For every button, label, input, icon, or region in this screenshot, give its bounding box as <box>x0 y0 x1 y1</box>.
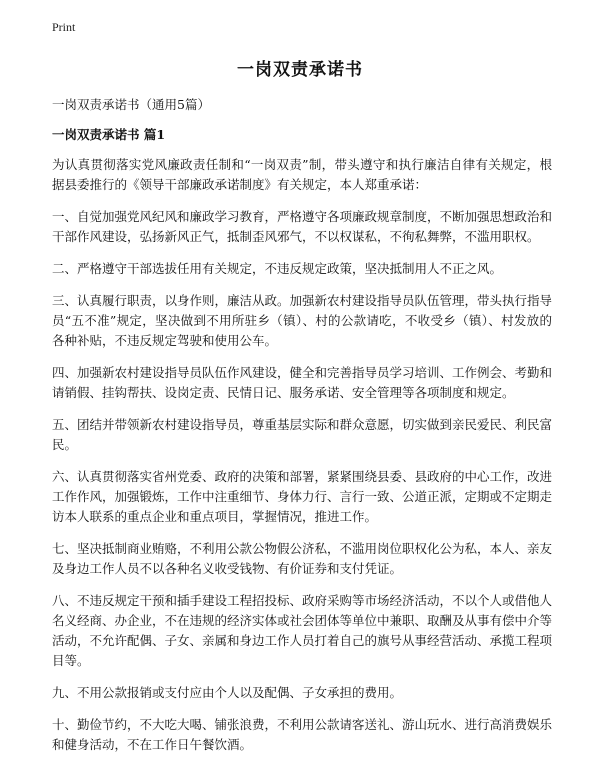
document-title: 一岗双责承诺书 <box>237 60 363 80</box>
section-heading: 一岗双责承诺书 篇1 <box>52 127 166 142</box>
paragraph-10: 十、勤俭节约，不大吃大喝、铺张浪费，不利用公款请客送礼、游山玩水、进行高消费娱乐和健身活动，不在工作日午餐饮酒。 <box>52 717 553 752</box>
paragraph-6: 六、认真贯彻落实省州党委、政府的决策和部署，紧紧围绕县委、县政府的中心工作，改进工作作风，加强锻炼，工作中注重细节、身体力行、言行一致、公道正派，定期或不定期走访本人联系的重点企业和重点项目，掌握情况，推进工作。 <box>52 469 553 524</box>
paragraph-8: 八、不违反规定干预和插手建设工程招投标、政府采购等市场经济活动，不以个人或借他人名义经商、办企业，不在违规的经济实体或社会团体等单位中兼职、取酬及从事有偿中介等活动，不允许配偶、子女、亲属和身边工作人员打着自己的旗号从事经营活动、承揽工程项目等。 <box>52 593 553 668</box>
paragraph-3: 三、认真履行职责，以身作则，廉洁从政。加强新农村建设指导员队伍管理，带头执行指导员“五不准”规定，坚决做到不用所驻乡（镇）、村的公款请吃，不收受乡（镇）、村发放的各种补贴，不违反规定驾驶和使用公车。 <box>52 293 553 348</box>
paragraph-2: 二、严格遵守干部选拔任用有关规定，不违反规定政策，坚决抵制用人不正之风。 <box>52 261 503 276</box>
paragraph-intro: 为认真贯彻落实党风廉政责任制和“一岗双责”制，带头遵守和执行廉洁自律有关规定，根据县委推行的《领导干部廉政承诺制度》有关规定，本人郑重承诺： <box>52 157 552 192</box>
paragraph-1: 一、自觉加强党风纪风和廉政学习教育，严格遵守各项廉政规章制度，不断加强思想政治和干部作风建设，弘扬新风正气，抵制歪风邪气，不以权谋私，不徇私舞弊，不滥用职权。 <box>52 209 553 244</box>
paragraph-5: 五、团结并带领新农村建设指导员，尊重基层实际和群众意愿，切实做到亲民爱民、利民富民。 <box>52 417 553 452</box>
paragraph-4: 四、加强新农村建设指导员队伍作风建设，健全和完善指导员学习培训、工作例会、考勤和请销假、挂钩帮扶、设岗定责、民情日记、服务承诺、安全管理等各项制度和规定。 <box>52 365 553 400</box>
document-body <box>52 95 552 767</box>
paragraph-9: 九、不用公款报销或支付应由个人以及配偶、子女承担的费用。 <box>52 685 403 700</box>
print-label: Print <box>52 20 76 34</box>
paragraph-7: 七、坚决抵制商业贿赂，不利用公款公物假公济私，不滥用岗位职权化公为私，本人、亲友及身边工作人员不以各种名义收受钱物、有价证券和支付凭证。 <box>52 541 553 576</box>
document-subtitle: 一岗双责承诺书（通用5篇） <box>52 97 210 112</box>
